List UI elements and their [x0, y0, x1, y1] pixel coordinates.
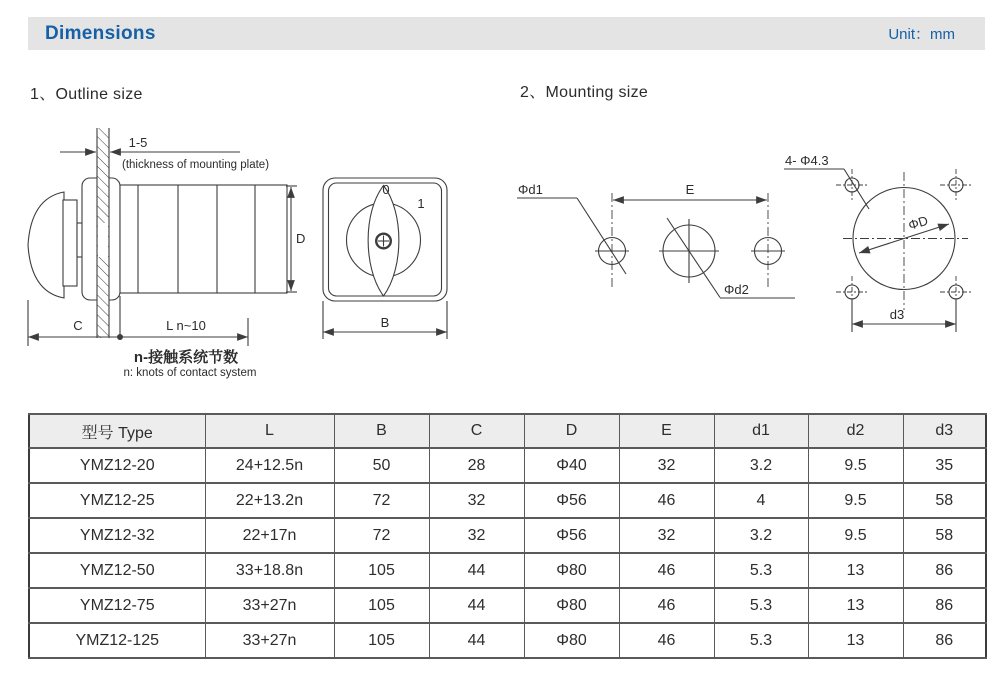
cell-C: 32	[429, 483, 524, 518]
cell-D: Φ80	[524, 588, 619, 623]
cell-B: 50	[334, 448, 429, 483]
cell-d1: 3.2	[714, 518, 808, 553]
cell-d1: 5.3	[714, 623, 808, 658]
contact-note-cn: n-接触系统节数	[133, 349, 239, 366]
dim-d3-label: d3	[889, 307, 905, 322]
cell-D: Φ80	[524, 623, 619, 658]
knob-position-0-label: 0	[382, 182, 390, 197]
cell-d3: 58	[903, 483, 986, 518]
cell-L: 22+17n	[205, 518, 334, 553]
cell-d1: 3.2	[714, 448, 808, 483]
col-header-L: L	[205, 414, 334, 448]
cell-type: YMZ12-75	[29, 588, 205, 623]
cell-L: 33+27n	[205, 623, 334, 658]
dim-phid-label: ΦD	[906, 212, 930, 233]
cell-type: YMZ12-125	[29, 623, 205, 658]
dim-c-label: C	[73, 318, 83, 333]
cell-d1: 4	[714, 483, 808, 518]
cell-B: 105	[334, 588, 429, 623]
thickness-dim-label: 1-5	[128, 135, 148, 150]
cell-d2: 9.5	[808, 448, 903, 483]
cell-type: YMZ12-20	[29, 448, 205, 483]
dim-e-label: E	[685, 182, 695, 197]
table-header-row	[29, 414, 986, 448]
dim-d2-label: Φd2	[724, 282, 749, 297]
table-row	[29, 553, 986, 588]
technical-drawings	[0, 60, 1000, 410]
cell-E: 46	[619, 483, 714, 518]
section-heading-outline-size: 1、Outline size	[30, 86, 143, 103]
contact-note-en: n: knots of contact system	[123, 367, 257, 379]
cell-B: 105	[334, 553, 429, 588]
cell-L: 24+12.5n	[205, 448, 334, 483]
dimensions-table	[28, 413, 987, 659]
thickness-note-label: (thickness of mounting plate)	[122, 159, 270, 171]
cell-d3: 86	[903, 623, 986, 658]
page-title: Dimensions	[45, 22, 156, 44]
cell-D: Φ56	[524, 518, 619, 553]
cell-type: YMZ12-25	[29, 483, 205, 518]
cell-d2: 13	[808, 588, 903, 623]
dim-b-label: B	[380, 315, 390, 330]
outline-side-view	[28, 128, 305, 379]
cell-C: 28	[429, 448, 524, 483]
col-header-d2: d2	[808, 414, 903, 448]
cell-E: 32	[619, 518, 714, 553]
cell-d1: 5.3	[714, 553, 808, 588]
cell-C: 44	[429, 623, 524, 658]
cell-E: 46	[619, 553, 714, 588]
dim-l-label: L n~10	[166, 318, 206, 333]
cell-d3: 35	[903, 448, 986, 483]
col-header-B: B	[334, 414, 429, 448]
cell-B: 105	[334, 623, 429, 658]
cell-d2: 9.5	[808, 518, 903, 553]
cell-d3: 86	[903, 588, 986, 623]
cell-B: 72	[334, 483, 429, 518]
knob-position-1-label: 1	[417, 196, 425, 211]
col-header-d3: d3	[903, 414, 986, 448]
fixing-holes-label: 4- Φ4.3	[785, 153, 829, 168]
cell-d2: 13	[808, 623, 903, 658]
dim-d-label: D	[296, 231, 306, 246]
cell-D: Φ80	[524, 553, 619, 588]
cell-E: 46	[619, 588, 714, 623]
mounting-hole-layout	[517, 182, 795, 298]
cell-E: 46	[619, 623, 714, 658]
cell-d2: 9.5	[808, 483, 903, 518]
unit-label: Unit：mm	[888, 26, 955, 43]
section-heading-mounting-size: 2、Mounting size	[520, 84, 649, 101]
header-bar	[28, 17, 985, 50]
col-header-E: E	[619, 414, 714, 448]
cell-C: 44	[429, 553, 524, 588]
col-header-C: C	[429, 414, 524, 448]
table-row	[29, 623, 986, 658]
cell-type: YMZ12-50	[29, 553, 205, 588]
cell-D: Φ56	[524, 483, 619, 518]
dim-d1-label: Φd1	[518, 182, 543, 197]
cell-L: 33+18.8n	[205, 553, 334, 588]
cell-d3: 86	[903, 553, 986, 588]
table-row	[29, 448, 986, 483]
col-header-D: D	[524, 414, 619, 448]
table-row	[29, 518, 986, 553]
outline-front-view	[323, 178, 447, 339]
col-header-type: 型号 Type	[29, 414, 205, 448]
cell-d3: 58	[903, 518, 986, 553]
cell-d2: 13	[808, 553, 903, 588]
cell-E: 32	[619, 448, 714, 483]
table-row	[29, 588, 986, 623]
table-row	[29, 483, 986, 518]
cell-C: 32	[429, 518, 524, 553]
cell-B: 72	[334, 518, 429, 553]
cell-type: YMZ12-32	[29, 518, 205, 553]
cell-L: 33+27n	[205, 588, 334, 623]
col-header-d1: d1	[714, 414, 808, 448]
cell-C: 44	[429, 588, 524, 623]
cell-d1: 5.3	[714, 588, 808, 623]
cell-D: Φ40	[524, 448, 619, 483]
cell-L: 22+13.2n	[205, 483, 334, 518]
mounting-flange-layout	[784, 153, 972, 332]
